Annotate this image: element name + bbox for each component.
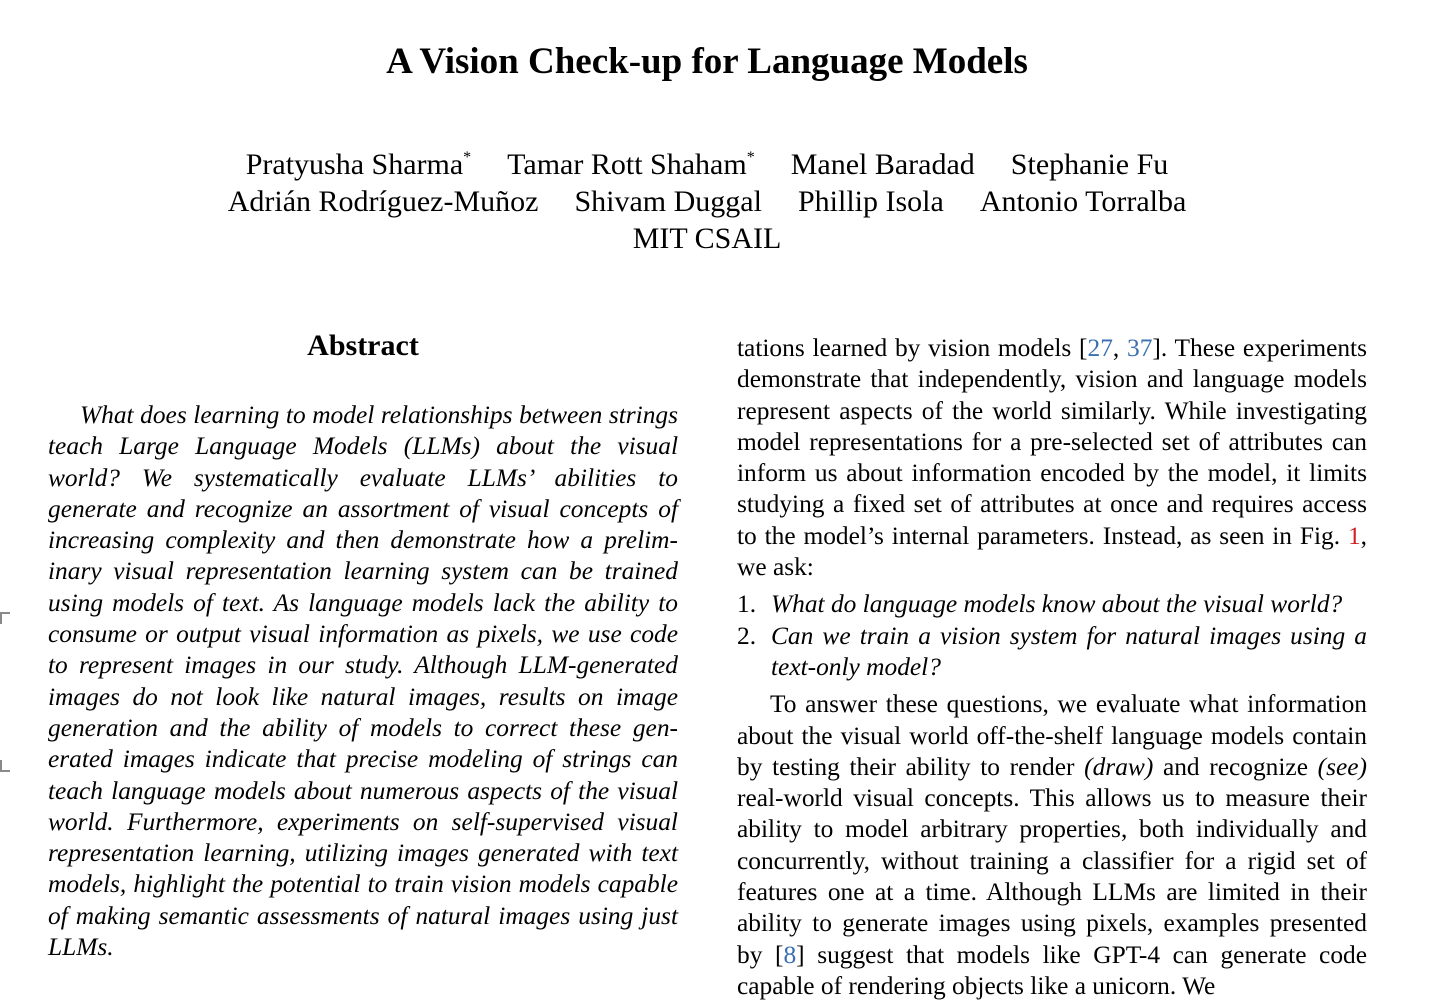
author-name: Stephanie Fu	[1010, 148, 1169, 181]
margin-bracket-top	[0, 612, 10, 624]
author-line-2	[0, 183, 1414, 220]
figure-ref-link[interactable]: 1	[1347, 521, 1361, 550]
citation-link[interactable]: 27	[1087, 334, 1113, 362]
author-name: Adrián Rodríguez-Muñoz	[227, 185, 539, 218]
question-text: What do language models know about the visual world?	[771, 590, 1343, 619]
abstract-text: What does learning to model relationships between strings teach Large Language Models (LLMs) about the visual world? We systematically evaluate LLMs’ abilities to generate and recognize an assortment of visual concepts of increasing complexity and then demonstrate how a preliminary visual representation learning system can be trained using models of text. As language models lack the ability to consume or output visual information as pixels, we use code to represent images in our study. Although LLM-generated images do not look like natural images, results on image generation and the ability of models to correct these generated images indicate that precise modeling of strings can teach language models about numerous aspects of the visual world. Furthermore, experiments on self-supervised visual representation learning, utilizing images generated with text models, highlight the potential to train vision models capable of making semantic assessments of natural images using just LLMs.	[48, 401, 678, 962]
paper-title: A Vision Check-up for Language Models	[386, 41, 1028, 82]
list-item	[737, 589, 1367, 620]
question-list	[737, 589, 1367, 683]
author-name: Antonio Torralba	[979, 185, 1187, 218]
affiliation: MIT CSAIL	[632, 222, 782, 255]
question-number: 1.	[737, 590, 757, 619]
author-line-1	[0, 146, 1414, 183]
margin-bracket-bottom	[0, 760, 10, 772]
author-name: Manel Baradad	[790, 148, 975, 181]
author-name: Shivam Duggal	[574, 185, 762, 218]
abstract-section	[48, 322, 678, 963]
author-name: Pratyusha Sharma*	[245, 148, 472, 181]
question-number: 2.	[737, 621, 757, 650]
author-block	[0, 146, 1414, 257]
author-name: Tamar Rott Shaham*	[507, 148, 755, 181]
intro-paragraph-2: To answer these questions, we evaluate what information about the visual world off-the-shelf language models contain by testing their ability to render (draw) and recognize (see) real-world visual concepts. This allows us to measure their ability to model arbitrary properties, both individually and concurrently, without training a classifier for a rigid set of features one at a time. Although LLMs are limited in their ability to generate images using pixels, examples presented by [8] suggest that models like GPT-4 can generate code capable of rendering objects like a unicorn. We	[737, 690, 1367, 1000]
citation-link[interactable]: 37	[1127, 334, 1153, 362]
abstract-heading: Abstract	[307, 329, 419, 362]
list-item	[737, 621, 1367, 684]
question-text: Can we train a vision system for natural images using a text-only model?	[771, 621, 1367, 681]
author-name: Phillip Isola	[797, 185, 944, 218]
intro-paragraph-1: tations learned by vision models [27, 37]. These experiments demonstrate that independently, vision and language models represent aspects of the world similarly. While investigating model representations for a pre-selected set of attributes can inform us about information encoded by the model, it limits studying a fixed set of attributes at once and requires access to the model’s internal parameters. Instead, as seen in Fig. 1, we ask:	[737, 334, 1367, 582]
introduction-column	[737, 333, 1367, 1002]
citation-link[interactable]: 8	[783, 940, 797, 969]
